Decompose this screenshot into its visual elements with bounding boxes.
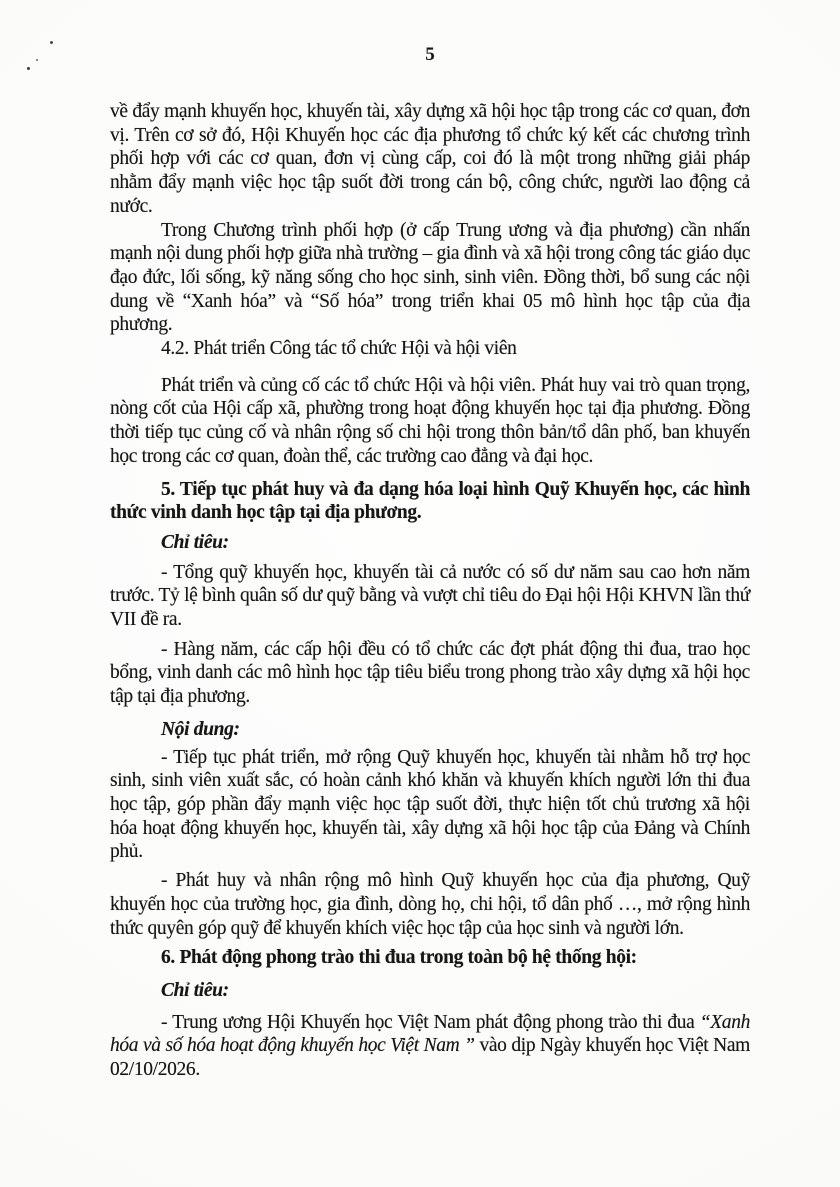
paragraph-coordination-program: Trong Chương trình phối hợp (ở cấp Trung ương và địa phương) cần nhấn mạnh nội dung phối hợp giữa nhà trường – gia đình và xã hội trong công tác giáo dục đạo đức, lối sống, kỹ năng sống cho học sinh, sinh viên. Đồng thời, bổ sung các nội dung về “Xanh hóa” và “Số hóa” trong triển khai 05 mô hình học tập của địa phương. — [110, 219, 750, 336]
section-heading-5: 5. Tiếp tục phát huy và đa dạng hóa loại hình Quỹ Khuyến học, các hình thức vinh danh học tập tại địa phương. — [110, 478, 750, 524]
paragraph-fund-target-2: - Hàng năm, các cấp hội đều có tổ chức các đợt phát động thi đua, trao học bổng, vinh danh các mô hình học tập tiêu biểu trong phong trào xây dựng xã hội học tập tại địa phương. — [110, 638, 750, 708]
paragraph-develop-associations: Phát triển và củng cố các tổ chức Hội và hội viên. Phát huy vai trò quan trọng, nòng cốt của Hội cấp xã, phường trong hoạt động khuyến học tại địa phương. Đồng thời tiếp tục củng cố và nhân rộng số chi hội trong thôn bản/tổ dân phố, ban khuyến học trong các cơ quan, đoàn thể, các trường cao đẳng và đại học. — [110, 374, 750, 467]
scan-speck — [50, 41, 53, 44]
paragraph-emulation-movement — [110, 1011, 750, 1082]
label-chi-tieu-2: Chỉ tiêu: — [161, 979, 229, 1001]
page-number: 5 — [425, 44, 435, 65]
emulation-movement-prefix: - Trung ương Hội Khuyến học Việt Nam phát động phong trào thi đua — [161, 1011, 700, 1033]
paragraph-continued-from-previous-page: về đẩy mạnh khuyến học, khuyến tài, xây dựng xã hội học tập trong các cơ quan, đơn vị. Trên cơ sở đó, Hội Khuyến học các địa phương tổ chức ký kết các chương trình phối hợp với các cơ quan, đơn vị cùng cấp, coi đó là một trong những giải pháp nhằm đẩy mạnh việc học tập suốt đời trong cán bộ, công chức, người lao động cả nước. — [110, 101, 750, 217]
document-body — [110, 100, 750, 1082]
paragraph-fund-target-1: - Tổng quỹ khuyến học, khuyến tài cả nước có số dư năm sau cao hơn năm trước. Tỷ lệ bình quân số dư quỹ bằng và vượt chỉ tiêu do Đại hội Hội KHVN lần thứ VII đề ra. — [110, 561, 750, 631]
paragraph-fund-content-2: - Phát huy và nhân rộng mô hình Quỹ khuyến học của địa phương, Quỹ khuyến học của trường học, gia đình, dòng họ, chi hội, tổ dân phố …, mở rộng hình thức quyên góp quỹ để khuyến khích việc học tập của học sinh và người lớn. — [110, 870, 750, 939]
paragraph-fund-content-1: - Tiếp tục phát triển, mở rộng Quỹ khuyến học, khuyến tài nhằm hỗ trợ học sinh, sinh viên xuất sắc, có hoàn cảnh khó khăn và khuyến khích người lớn thi đua học tập, góp phần đẩy mạnh việc học tập suốt đời, thực hiện tốt chủ trương xã hội hóa hoạt động khuyến học, khuyến tài, xây dựng xã hội học tập của Đảng và Chính phủ. — [110, 746, 750, 863]
scan-speck — [27, 67, 30, 70]
label-chi-tieu-1: Chỉ tiêu: — [161, 531, 229, 553]
emulation-movement-suffix: vào dịp Ngày khuyến học Việt Nam 02/10/2026. — [110, 1035, 750, 1081]
section-heading-4-2: 4.2. Phát triển Công tác tổ chức Hội và hội viên — [161, 338, 517, 360]
scan-speck — [36, 59, 38, 61]
emulation-movement-slogan: “Xanh hóa và số hóa hoạt động khuyến học Việt Nam ” — [110, 1011, 750, 1057]
section-heading-6: 6. Phát động phong trào thi đua trong toàn bộ hệ thống hội: — [161, 947, 637, 969]
label-noi-dung: Nội dung: — [161, 718, 240, 740]
